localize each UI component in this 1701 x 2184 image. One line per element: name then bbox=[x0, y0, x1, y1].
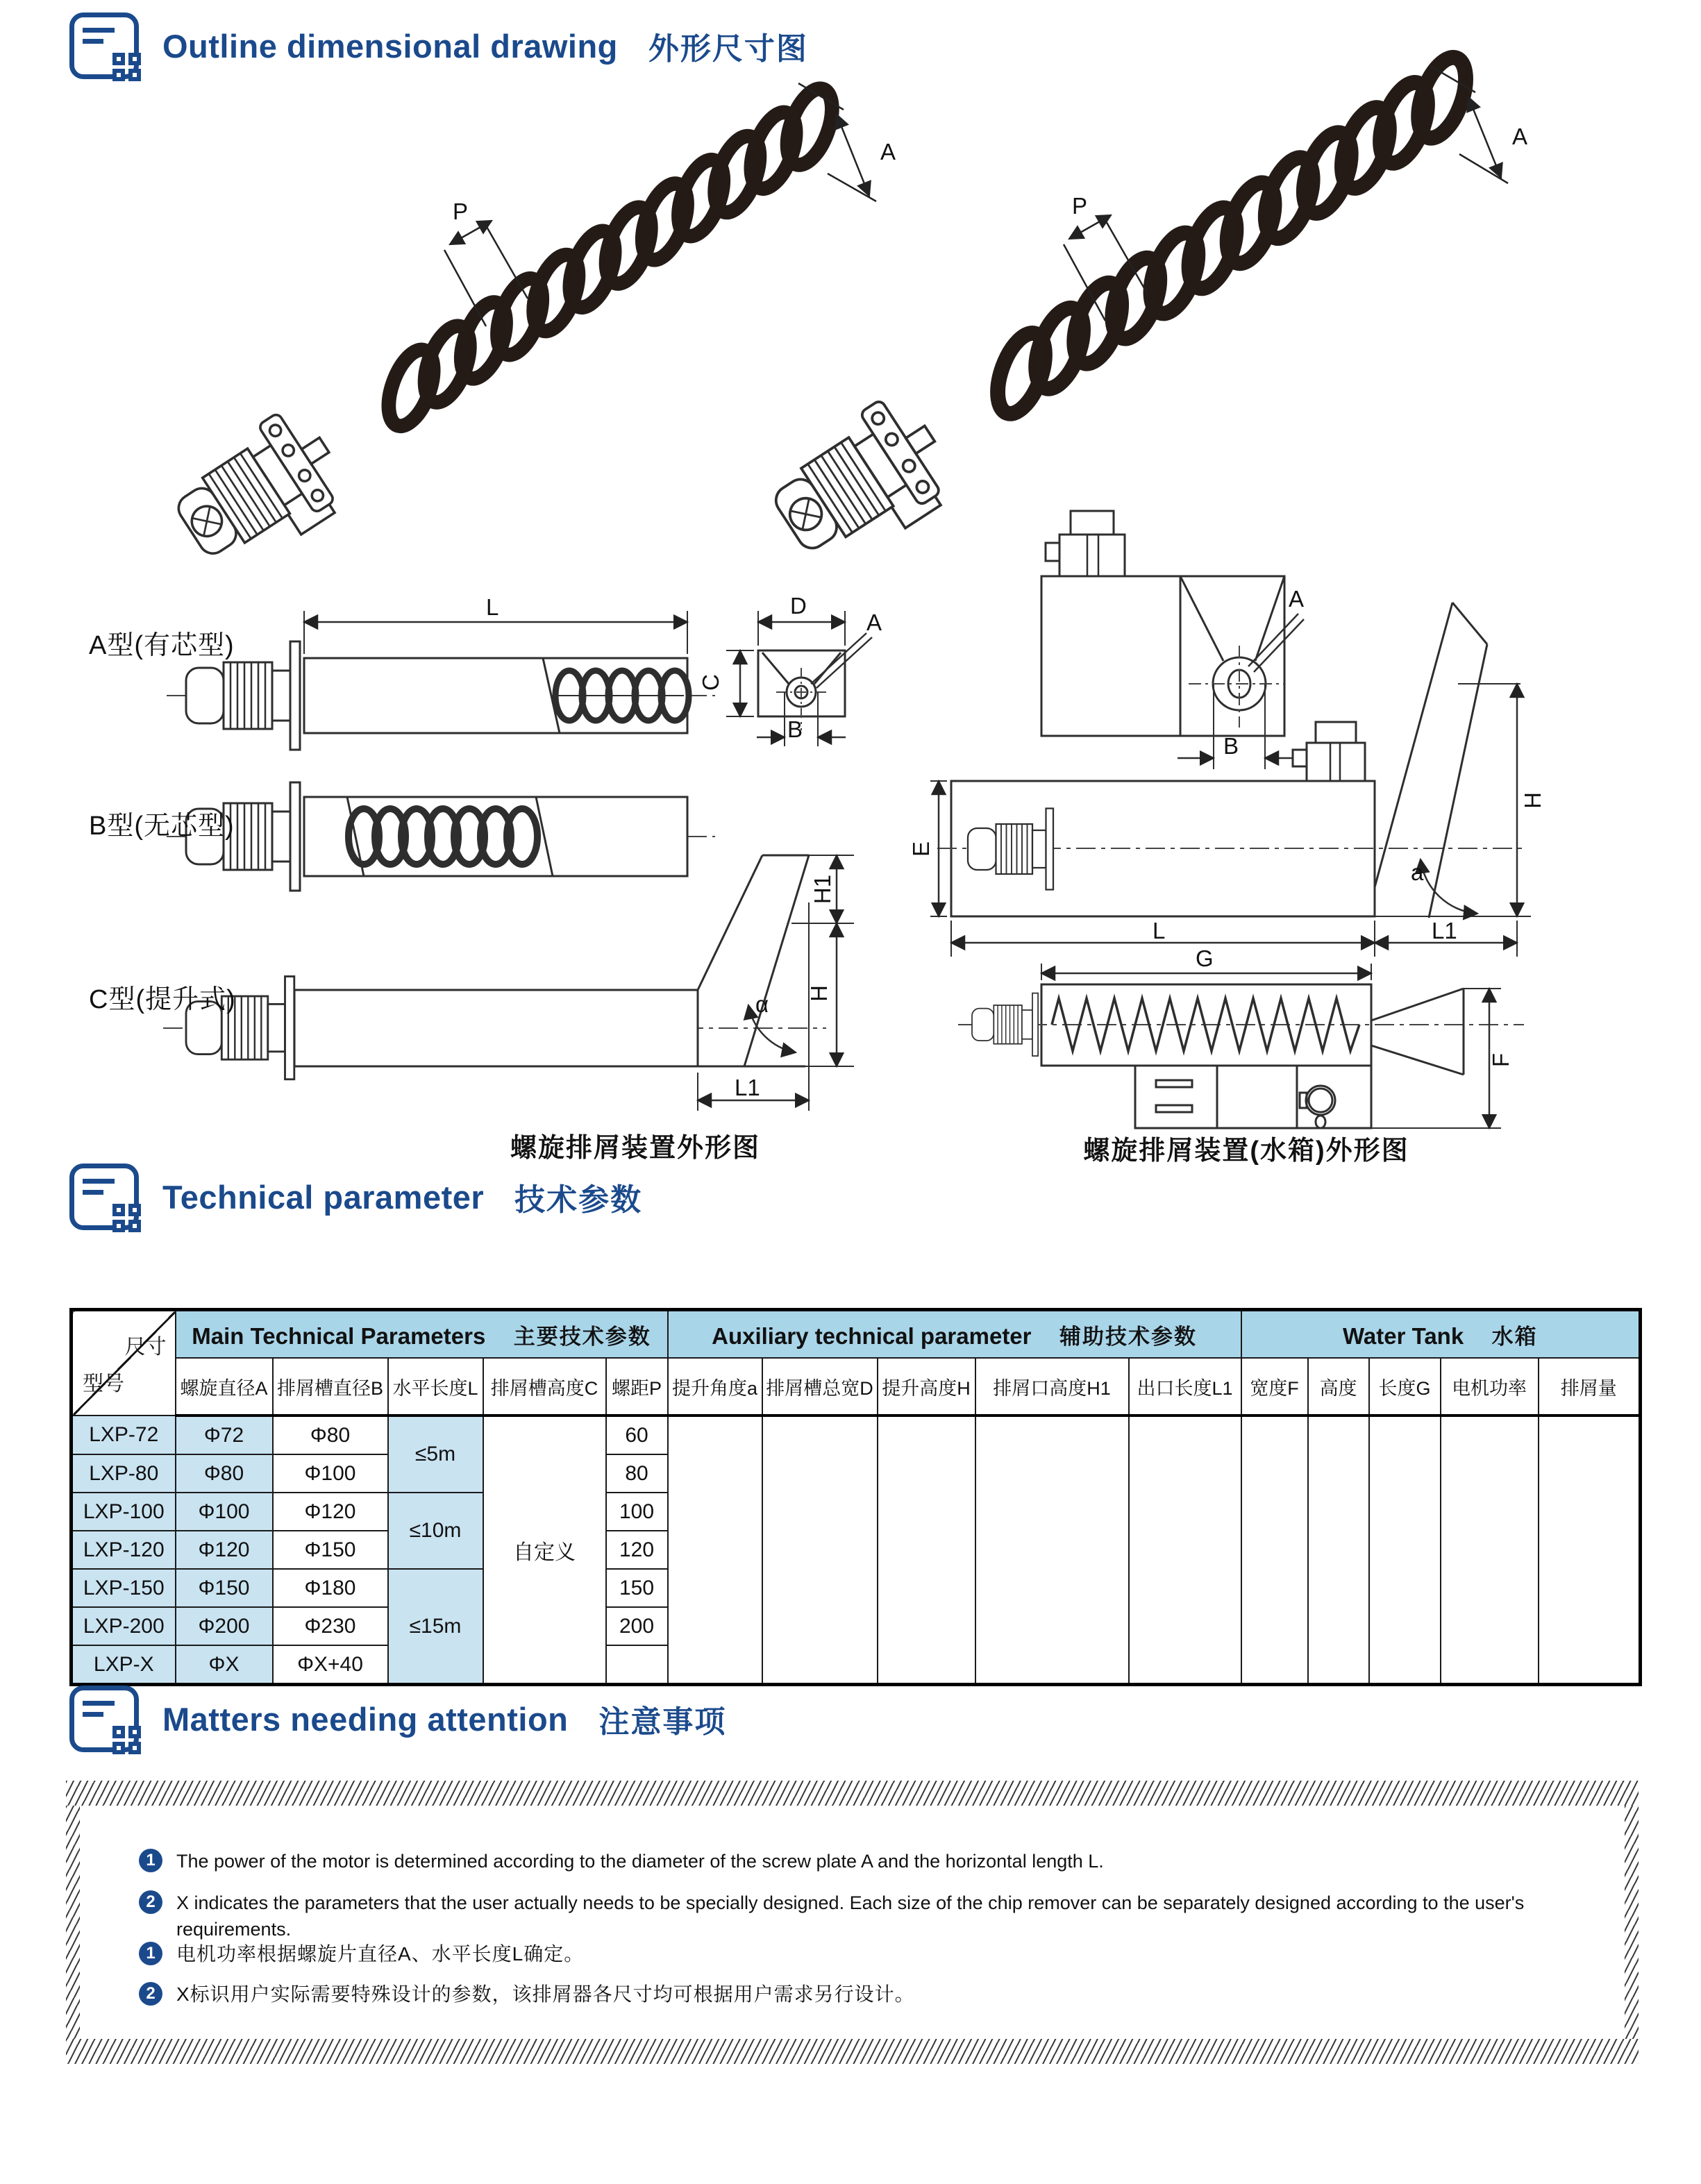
cell-trough-dia: Φ150 bbox=[273, 1531, 388, 1569]
col-header: 高度 bbox=[1308, 1358, 1369, 1416]
cell-pitch bbox=[606, 1645, 668, 1685]
cell-pitch: 200 bbox=[606, 1607, 668, 1645]
type-b-drawing bbox=[167, 782, 715, 891]
hatch-border-right bbox=[1625, 1806, 1639, 2039]
section-attention-title-en: Matters needing attention bbox=[162, 1700, 569, 1738]
section-attention-title-zh: 注意事项 bbox=[598, 1705, 727, 1739]
group-header-main: Main Technical Parameters 主要技术参数 bbox=[176, 1310, 668, 1359]
col-header: 排屑量 bbox=[1539, 1358, 1641, 1416]
col-header: 电机功率 bbox=[1441, 1358, 1539, 1416]
col-header: 宽度F bbox=[1241, 1358, 1308, 1416]
col-header: 出口长度L1 bbox=[1129, 1358, 1241, 1416]
cell-empty bbox=[1129, 1416, 1241, 1685]
tank-top-view-drawing bbox=[1041, 511, 1304, 769]
cell-empty bbox=[1539, 1416, 1641, 1685]
cell-empty bbox=[1241, 1416, 1308, 1685]
col-header: 螺旋直径A bbox=[176, 1358, 273, 1416]
cell-pitch: 60 bbox=[606, 1416, 668, 1454]
dim-h-type-c: H bbox=[805, 985, 832, 1002]
note-zh-2: 2 X标识用户实际需要特殊设计的参数，该排屑器各尺寸均可根据用户需求另行设计。 bbox=[139, 1981, 1597, 2008]
dim-a-left: A bbox=[880, 139, 896, 165]
group-header-auxiliary: Auxiliary technical parameter 辅助技术参数 bbox=[668, 1310, 1241, 1359]
type-c-drawing bbox=[163, 855, 854, 1111]
dim-h1-type-c: H1 bbox=[810, 874, 836, 905]
cell-length-merge: ≤15m bbox=[388, 1569, 483, 1685]
column-header-row bbox=[72, 1358, 1641, 1416]
col-header: 水平长度L bbox=[388, 1358, 483, 1416]
type-a-drawing bbox=[167, 611, 715, 750]
col-header: 排屑槽高度C bbox=[483, 1358, 606, 1416]
section-technical-title-en: Technical parameter bbox=[162, 1178, 485, 1216]
tank-plan-view-drawing bbox=[958, 964, 1524, 1128]
cell-screw-dia: Φ72 bbox=[176, 1416, 273, 1454]
cell-empty bbox=[878, 1416, 975, 1685]
cell-length-merge: ≤5m bbox=[388, 1416, 483, 1493]
dim-g-tank: G bbox=[1196, 946, 1214, 971]
section-technical-title-zh: 技术参数 bbox=[514, 1183, 643, 1217]
cell-model: LXP-100 bbox=[72, 1493, 176, 1531]
hatch-border-bottom bbox=[66, 2039, 1639, 2064]
section-outline-title-zh: 外形尺寸图 bbox=[648, 32, 808, 66]
dim-f-tank: F bbox=[1488, 1052, 1514, 1068]
dim-p-right: P bbox=[1072, 193, 1088, 219]
dim-l1-type-c: L1 bbox=[735, 1075, 760, 1100]
dim-l-type-a: L bbox=[486, 594, 499, 620]
cell-screw-dia: Φ120 bbox=[176, 1531, 273, 1569]
dim-a-angle-side: a bbox=[1411, 859, 1424, 885]
cell-trough-dia: ΦX+40 bbox=[273, 1645, 388, 1685]
dim-c-cross: C bbox=[697, 674, 723, 691]
note-zh-1: 1 电机功率根据螺旋片直径A、水平长度L确定。 bbox=[139, 1941, 1597, 1967]
cell-trough-dia: Φ120 bbox=[273, 1493, 388, 1531]
note-number-badge: 2 bbox=[139, 1890, 162, 1914]
col-header: 提升角度a bbox=[668, 1358, 762, 1416]
dim-p-left: P bbox=[453, 199, 469, 224]
dim-e-side: E bbox=[908, 841, 935, 857]
note-en-2: 2 X indicates the parameters that the user actually needs to be specially designed. Each size of the chip remover can be separately designed according to the user's requirements. bbox=[139, 1890, 1611, 1942]
cell-model: LXP-80 bbox=[72, 1454, 176, 1493]
col-header: 提升高度H bbox=[878, 1358, 975, 1416]
technical-parameter-table bbox=[69, 1308, 1642, 1686]
dim-a-right: A bbox=[1512, 124, 1528, 149]
cell-empty bbox=[1441, 1416, 1539, 1685]
cell-length-merge: ≤10m bbox=[388, 1493, 483, 1569]
cell-model: LXP-120 bbox=[72, 1531, 176, 1569]
cell-empty bbox=[1308, 1416, 1369, 1685]
cell-pitch: 100 bbox=[606, 1493, 668, 1531]
cell-empty bbox=[762, 1416, 878, 1685]
cell-model: LXP-72 bbox=[72, 1416, 176, 1454]
cell-empty bbox=[1369, 1416, 1441, 1685]
section-outline-title-en: Outline dimensional drawing bbox=[162, 27, 618, 65]
hatch-border-top bbox=[66, 1781, 1639, 1806]
cell-model: LXP-200 bbox=[72, 1607, 176, 1645]
section-attention-heading bbox=[69, 1686, 726, 1752]
col-header: 螺距P bbox=[606, 1358, 668, 1416]
cell-model: LXP-X bbox=[72, 1645, 176, 1685]
section-technical-heading bbox=[69, 1164, 642, 1230]
type-c-label: C型(提升式) bbox=[89, 985, 236, 1014]
cell-trough-dia: Φ230 bbox=[273, 1607, 388, 1645]
cell-model: LXP-150 bbox=[72, 1569, 176, 1607]
col-header: 排屑槽总宽D bbox=[762, 1358, 878, 1416]
cell-trough-dia: Φ180 bbox=[273, 1569, 388, 1607]
note-number-badge: 2 bbox=[139, 1982, 162, 2006]
cell-pitch: 150 bbox=[606, 1569, 668, 1607]
cell-screw-dia: Φ80 bbox=[176, 1454, 273, 1493]
cell-screw-dia: Φ200 bbox=[176, 1607, 273, 1645]
table-row bbox=[72, 1416, 1641, 1454]
dim-l1-side: L1 bbox=[1432, 918, 1457, 943]
col-header: 排屑槽直径B bbox=[273, 1358, 388, 1416]
dim-a-cross: A bbox=[866, 610, 882, 635]
dim-a-tank-top: A bbox=[1289, 586, 1305, 612]
note-en-1: 1 The power of the motor is determined according to the diameter of the screw plate A and the horizontal length L. bbox=[139, 1848, 1597, 1874]
iso-screw-drawing-left bbox=[162, 83, 876, 584]
note-number-badge: 1 bbox=[139, 1849, 162, 1872]
caption-left: 螺旋排屑装置外形图 bbox=[510, 1134, 760, 1163]
col-header: 长度G bbox=[1369, 1358, 1441, 1416]
group-header-watertank: Water Tank 水箱 bbox=[1241, 1310, 1641, 1359]
corner-label-model: 型号 bbox=[83, 1372, 124, 1395]
cell-screw-dia: Φ100 bbox=[176, 1493, 273, 1531]
col-header: 排屑口高度H1 bbox=[975, 1358, 1129, 1416]
type-a-label: A型(有芯型) bbox=[89, 631, 235, 660]
cell-empty bbox=[668, 1416, 762, 1685]
cell-pitch: 80 bbox=[606, 1454, 668, 1493]
corner-label-size: 尺寸 bbox=[124, 1336, 167, 1359]
dim-alpha-type-c: α bbox=[755, 991, 769, 1017]
dim-b-tank-top: B bbox=[1223, 733, 1239, 759]
cell-pitch: 120 bbox=[606, 1531, 668, 1569]
dim-h-side: H bbox=[1519, 792, 1545, 809]
caption-right: 螺旋排屑装置(水箱)外形图 bbox=[1083, 1136, 1409, 1166]
hatch-border-left bbox=[66, 1806, 80, 2039]
cell-screw-dia: Φ150 bbox=[176, 1569, 273, 1607]
cell-height-custom: 自定义 bbox=[483, 1416, 606, 1685]
cell-screw-dia: ΦX bbox=[176, 1645, 273, 1685]
cell-trough-dia: Φ80 bbox=[273, 1416, 388, 1454]
table-corner-cell bbox=[72, 1310, 176, 1416]
dim-b-cross: B bbox=[787, 716, 803, 742]
dim-l-side: L bbox=[1153, 918, 1166, 943]
cell-trough-dia: Φ100 bbox=[273, 1454, 388, 1493]
dim-d-cross: D bbox=[790, 593, 807, 619]
cell-empty bbox=[975, 1416, 1129, 1685]
type-b-label: B型(无芯型) bbox=[89, 812, 235, 841]
iso-screw-drawing-right bbox=[759, 51, 1508, 580]
note-number-badge: 1 bbox=[139, 1942, 162, 1965]
document-grid-icon bbox=[69, 1164, 139, 1230]
document-grid-icon bbox=[69, 1686, 139, 1752]
